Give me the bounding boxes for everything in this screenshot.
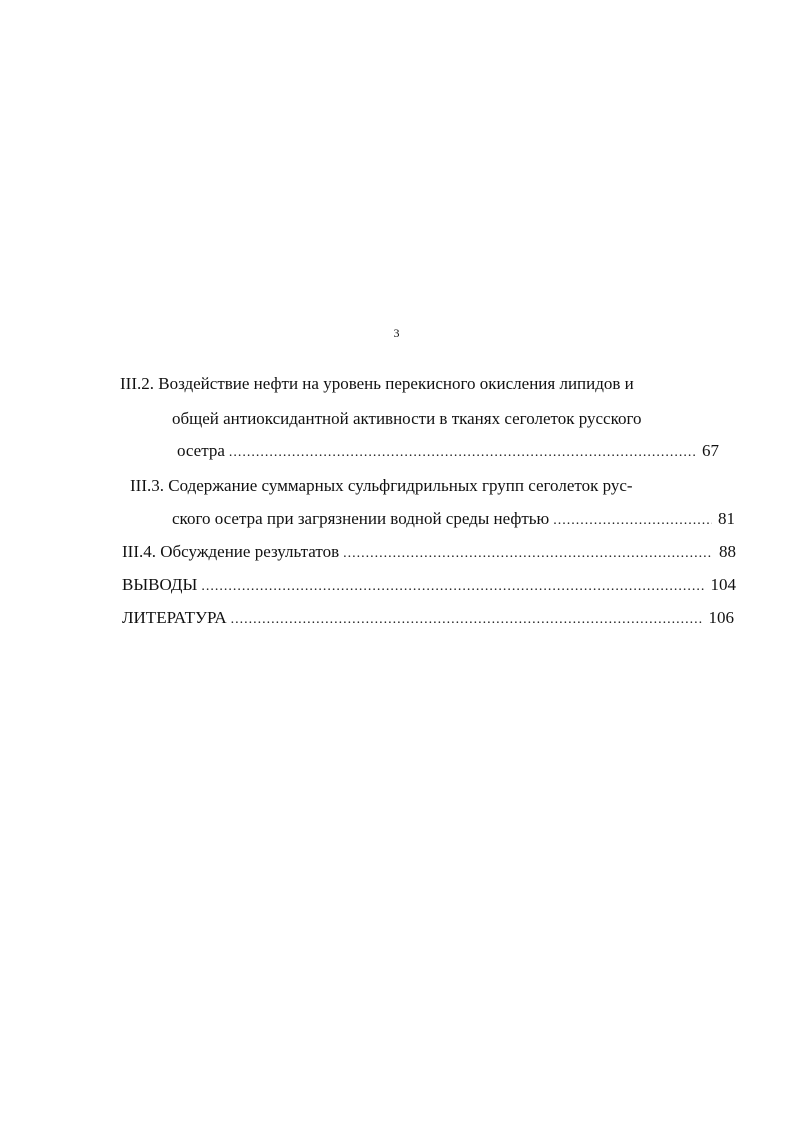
toc-entry-iii3-last-line	[172, 508, 735, 532]
toc-entry-iii2-last-line	[177, 440, 719, 464]
toc-entry-literature	[122, 607, 734, 631]
toc-entry-iii4-page: 88	[719, 542, 736, 561]
dot-leader	[553, 510, 712, 532]
toc-entry-iii3-page: 81	[718, 509, 735, 528]
toc-entry-iii4-label: III.4. Обсуждение результатов	[122, 542, 340, 561]
toc-entry-conclusions	[122, 574, 736, 598]
toc-entry-conclusions-page: 104	[710, 575, 736, 594]
dot-leader	[343, 543, 713, 565]
dot-leader	[229, 442, 696, 464]
toc-entry-iii2-line1: III.2. Воздействие нефти на уровень перекисного окисления липидов и	[120, 374, 634, 393]
toc-entry-iii3-line1: III.3. Содержание суммарных сульфгидрильных групп сеголеток рус-	[130, 476, 633, 495]
toc-entry-iii2-page: 67	[702, 441, 719, 460]
dot-leader	[231, 609, 703, 631]
page-number: 3	[393, 326, 400, 340]
toc-entry-iii2-line3: осетра	[177, 441, 225, 460]
toc-entry-conclusions-label: ВЫВОДЫ	[122, 575, 198, 594]
dot-leader	[201, 576, 704, 598]
toc-entry-iii3-line2: ского осетра при загрязнении водной среды нефтью	[172, 509, 550, 528]
toc-entry-literature-label: ЛИТЕРАТУРА	[122, 608, 227, 627]
toc-entry-iii2-line2: общей антиоксидантной активности в тканях сеголеток русского	[172, 409, 642, 428]
toc-entry-literature-page: 106	[708, 608, 734, 627]
toc-entry-iii4	[122, 541, 736, 565]
